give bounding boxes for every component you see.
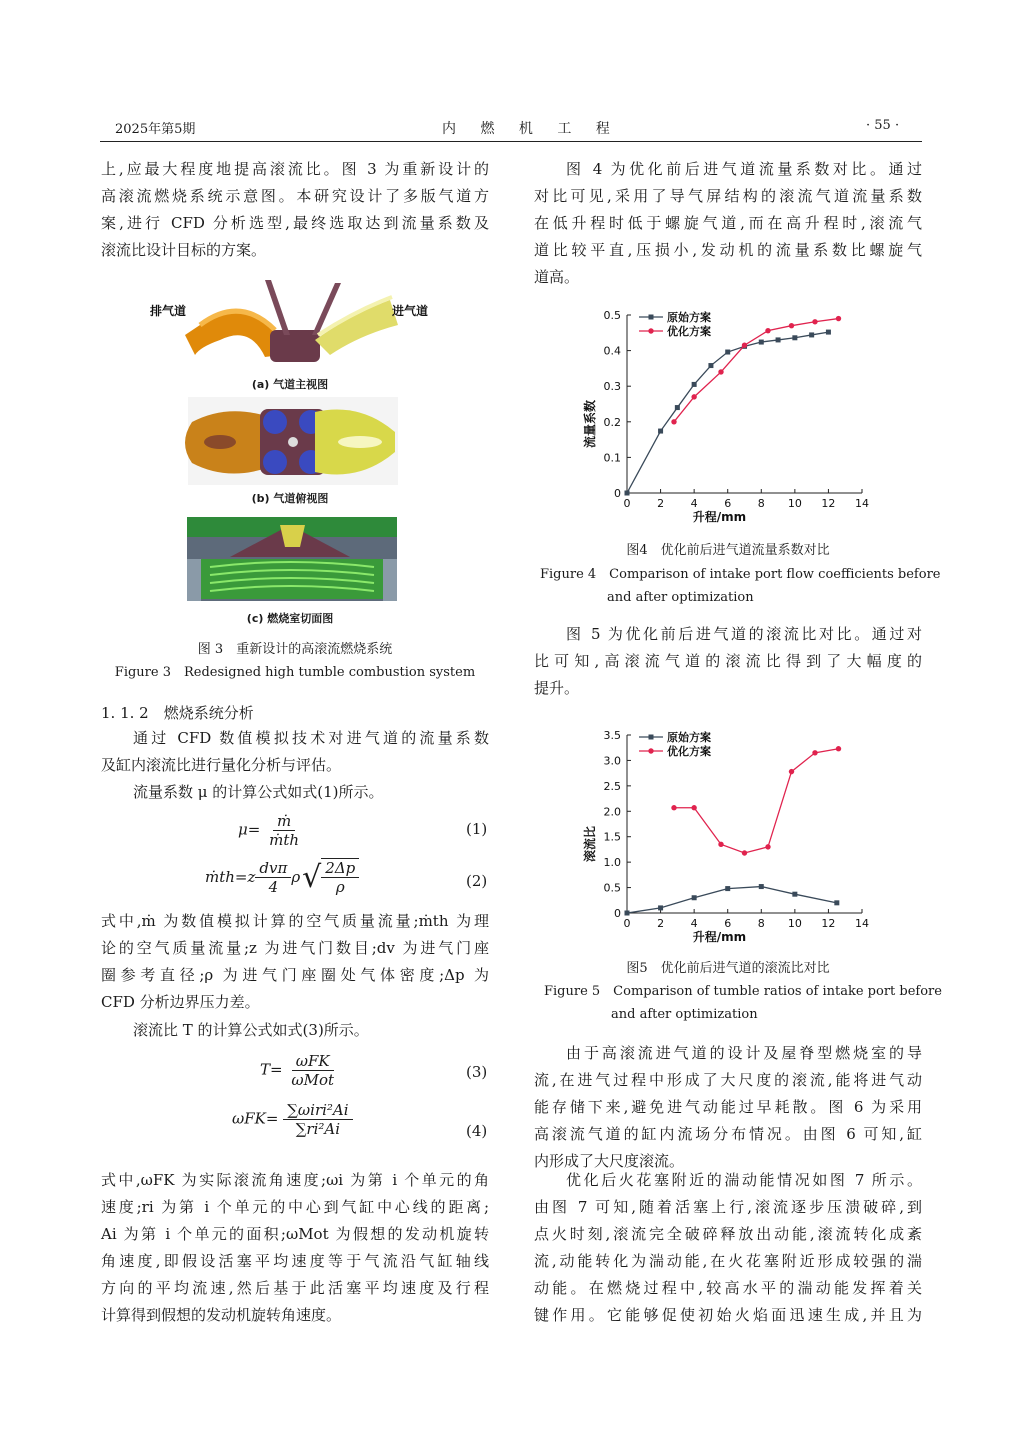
equation-2-denominator: 4	[268, 877, 279, 896]
right-paragraph-2	[534, 621, 922, 702]
x-tick-label: 8	[757, 497, 765, 510]
data-point	[812, 319, 817, 324]
data-point	[826, 330, 831, 335]
data-point	[789, 769, 794, 774]
data-point	[692, 895, 697, 900]
data-point	[792, 335, 797, 340]
figure-3c-caption: (c) 燃烧室切面图	[246, 612, 334, 625]
left-paragraph-5: 滚流比 T 的计算公式如式(3)所示。	[133, 1021, 369, 1039]
data-point	[812, 750, 817, 755]
x-tick-label: 6	[724, 497, 732, 510]
header-journal-name: 内 燃 机 工 程	[442, 121, 620, 137]
text-line: 高滚流燃烧系统示意图。本研究设计了多版气道方	[101, 187, 489, 205]
figure-4-flow-coefficient-chart	[580, 300, 880, 530]
data-point	[625, 491, 630, 496]
text-line: 流,动能转化为湍动能,在火花塞附近形成较强的湍	[534, 1252, 922, 1270]
data-point	[776, 337, 781, 342]
figure-3b-caption: (b) 气道俯视图	[251, 492, 329, 505]
x-tick-label: 6	[724, 917, 732, 930]
data-point	[742, 343, 747, 348]
figure-3a-port-front-view	[140, 275, 440, 375]
x-tick-label: 8	[757, 917, 765, 930]
text-line: 对比可见,采用了导气屏结构的滚流气道流量系数	[534, 187, 922, 205]
text-line: 图 4 为优化前后进气道流量系数对比。通过	[566, 160, 922, 178]
equation-2-radicand-numerator: 2Δp	[321, 859, 359, 878]
equation-2-number: (2)	[466, 872, 488, 890]
legend-label: 优化方案	[667, 325, 711, 338]
data-point	[675, 405, 680, 410]
y-tick-label: 2.5	[603, 779, 621, 793]
x-tick-label: 14	[855, 917, 869, 930]
x-tick-label: 12	[821, 917, 836, 930]
header-page-number: · 55 ·	[866, 118, 900, 133]
equation-4-denominator: ∑ri²Ai	[295, 1120, 341, 1138]
equation-3-lhs: T=	[260, 1060, 283, 1079]
text-line: 上,应最大程度地提高滚流比。图 3 为重新设计的	[101, 160, 489, 178]
equation-2-numerator: dvπ	[255, 859, 291, 878]
data-point	[759, 884, 764, 889]
left-paragraph-1	[101, 156, 489, 264]
text-line: 计算得到假想的发动机旋转角速度。	[101, 1306, 342, 1324]
data-point	[692, 382, 697, 387]
equation-2-rho: ρ	[291, 868, 301, 886]
text-line: 能存储下来,避免进气动能过早耗散。图 6 为采用	[534, 1098, 922, 1116]
legend-marker	[648, 748, 653, 753]
text-line: Figure 5 Comparison of tumble ratios of intake port before	[544, 984, 942, 999]
text-line: 案,进行 CFD 分析选型,最终选取达到流量系数及	[101, 214, 489, 232]
data-point	[759, 340, 764, 345]
equation-3-numerator: ωFK	[292, 1052, 334, 1071]
equation-2-lhs: ṁth=z	[205, 868, 256, 886]
text-line: 道高。	[534, 268, 580, 286]
text-line: 及缸内滚流比进行量化分析与评估。	[101, 756, 342, 774]
text-line: 道比较平直,压损小,发动机的流量系数比螺旋气	[534, 241, 922, 259]
y-tick-label: 0.2	[603, 415, 621, 429]
data-point	[834, 900, 839, 905]
text-line: 式中,ṁ 为数值模拟计算的空气质量流量;ṁth 为理	[101, 912, 489, 930]
equation-4-numerator: ∑ωiri²Ai	[283, 1101, 352, 1120]
x-tick-label: 4	[690, 497, 698, 510]
data-point	[691, 394, 696, 399]
figure-3-caption-en: Figure 3 Redesigned high tumble combustion system	[114, 665, 476, 680]
data-point	[836, 316, 841, 321]
text-line: 圈参考直径;ρ 为进气门座圈处气体密度;Δp 为	[101, 966, 489, 984]
text-line: 内形成了大尺度滚流。	[534, 1152, 685, 1170]
legend-marker	[648, 328, 653, 333]
text-line: 论的空气质量流量;z 为进气门数目;dv 为进气门座	[101, 939, 489, 957]
x-tick-label: 0	[623, 917, 631, 930]
section-heading: 1. 1. 2 燃烧系统分析	[101, 704, 254, 722]
header-journal-issue: 2025年第5期	[115, 122, 196, 137]
equation-1-lhs: μ=	[238, 820, 261, 839]
text-line: 式中,ωFK 为实际滚流角速度;ωi 为第 i 个单元的角	[101, 1171, 489, 1189]
exhaust-port-label: 排气道	[150, 304, 187, 318]
y-tick-label: 3.0	[603, 754, 621, 768]
data-point	[725, 886, 730, 891]
right-paragraph-1	[534, 156, 922, 291]
equation-2-radicand-denominator: ρ	[335, 878, 345, 896]
text-line: 由图 7 可知,随着活塞上行,滚流逐步压溃破碎,到	[534, 1198, 922, 1216]
equation-4-lhs: ωFK=	[232, 1109, 279, 1128]
figure-4-caption-cn: 图4 优化前后进气道流量系数对比	[626, 543, 830, 558]
data-point	[742, 850, 747, 855]
equation-3-number: (3)	[466, 1063, 488, 1081]
data-point	[671, 419, 676, 424]
x-tick-label: 2	[657, 917, 665, 930]
series-line-original	[627, 332, 828, 493]
text-line: 动能。在燃烧过程中,较高水平的湍动能发挥着关	[534, 1279, 922, 1297]
figure-3b-port-top-view	[140, 397, 440, 487]
left-paragraph-3: 流量系数 μ 的计算公式如式(1)所示。	[133, 783, 384, 801]
data-point	[718, 842, 723, 847]
data-point	[708, 363, 713, 368]
header-rule	[100, 141, 922, 142]
figure-3c-combustion-chamber-section	[140, 517, 440, 603]
y-tick-label: 2.0	[603, 805, 621, 819]
data-point	[718, 369, 723, 374]
data-point	[671, 805, 676, 810]
text-line: 比可知,高滚流气道的滚流比得到了大幅度的	[534, 652, 922, 670]
y-tick-label: 0.3	[603, 380, 621, 394]
data-point	[765, 328, 770, 333]
x-tick-label: 2	[657, 497, 665, 510]
y-tick-label: 1.5	[603, 830, 621, 844]
text-line: and after optimization	[607, 590, 754, 605]
x-tick-label: 10	[787, 497, 802, 510]
data-point	[789, 323, 794, 328]
text-line: 角速度,即假设活塞平均速度等于气流沿气缸轴线	[101, 1252, 489, 1270]
data-point	[691, 805, 696, 810]
equation-1	[238, 812, 303, 849]
text-line: 键作用。它能够促使初始火焰面迅速生成,并且为	[534, 1306, 922, 1324]
y-axis-label: 流量系数	[583, 399, 597, 449]
data-point	[792, 892, 797, 897]
equation-1-numerator: ṁ	[273, 812, 295, 831]
figure-3a-caption: (a) 气道主视图	[251, 378, 329, 391]
left-paragraph-4	[101, 908, 489, 1016]
text-line: CFD 分析边界压力差。	[101, 993, 260, 1011]
equation-3	[260, 1052, 338, 1089]
text-line: 滚流比设计目标的方案。	[101, 241, 267, 259]
text-line: 图 5 为优化前后进气道的滚流比对比。通过对	[566, 625, 922, 643]
figure-4-caption-en	[540, 563, 940, 609]
right-paragraph-4	[534, 1167, 922, 1329]
x-tick-label: 4	[690, 917, 698, 930]
equation-1-denominator: ṁth	[269, 831, 300, 849]
x-axis-label: 升程/mm	[692, 510, 747, 524]
text-line: 速度;ri 为第 i 个单元的中心到气缸中心线的距离;	[101, 1198, 489, 1216]
figure-3	[140, 275, 440, 635]
y-tick-label: 0.1	[603, 451, 621, 465]
x-tick-label: 10	[787, 917, 802, 930]
left-paragraph-6	[101, 1167, 489, 1329]
right-paragraph-3	[534, 1040, 922, 1175]
equation-2: ṁth=z $\frac{\text{dvπ}}{4}$ ρ √ $\frac{2\Delta p}{\rho}$	[205, 858, 359, 896]
data-point	[765, 844, 770, 849]
legend-label: 原始方案	[667, 311, 711, 324]
x-tick-label: 12	[821, 497, 836, 510]
text-line: and after optimization	[611, 1007, 758, 1022]
equation-4	[232, 1101, 353, 1138]
data-point	[836, 746, 841, 751]
text-line: 高滚流气道的缸内流场分布情况。由图 6 可知,缸	[534, 1125, 922, 1143]
data-point	[658, 429, 663, 434]
y-tick-label: 0	[614, 487, 621, 500]
text-line: 方向的平均流速,然后基于此活塞平均速度及行程	[101, 1279, 489, 1297]
text-line: 优化后火花塞附近的湍动能情况如图 7 所示。	[566, 1171, 922, 1189]
text-line: 通过 CFD 数值模拟技术对进气道的流量系数	[133, 729, 489, 747]
equation-1-number: (1)	[466, 820, 488, 838]
data-point	[725, 350, 730, 355]
text-line: 由于高滚流进气道的设计及屋脊型燃烧室的导	[566, 1044, 922, 1062]
legend-marker	[649, 735, 654, 740]
legend-marker	[649, 315, 654, 320]
text-line: 在低升程时低于螺旋气道,而在高升程时,滚流气	[534, 214, 922, 232]
figure-5-caption-en	[544, 980, 942, 1026]
figure-3-caption-cn: 图 3 重新设计的高滚流燃烧系统	[197, 642, 393, 657]
data-point	[625, 911, 630, 916]
y-tick-label: 0	[614, 907, 621, 920]
text-line: 提升。	[534, 679, 580, 697]
x-tick-label: 14	[855, 497, 869, 510]
y-tick-label: 0.4	[603, 344, 621, 358]
y-tick-label: 0.5	[603, 881, 621, 895]
intake-port-label: 进气道	[392, 304, 429, 318]
data-point	[658, 905, 663, 910]
y-tick-label: 0.5	[603, 309, 621, 322]
text-line: Figure 4 Comparison of intake port flow coefficients before	[540, 567, 941, 582]
x-axis-label: 升程/mm	[692, 930, 747, 944]
y-axis-label: 滚流比	[583, 825, 597, 863]
data-point	[809, 332, 814, 337]
text-line: Ai 为第 i 个单元的面积;ωMot 为假想的发动机旋转	[101, 1225, 489, 1243]
legend-label: 原始方案	[667, 731, 711, 744]
x-tick-label: 0	[623, 497, 631, 510]
text-line: 流,在进气过程中形成了大尺度的滚流,能将进气动	[534, 1071, 922, 1089]
y-tick-label: 1.0	[603, 856, 621, 870]
text-line: 点火时刻,滚流完全破碎释放出动能,滚流转化成紊	[534, 1225, 922, 1243]
legend-label: 优化方案	[667, 745, 711, 758]
left-paragraph-2	[101, 725, 489, 779]
series-line-optimized	[674, 749, 839, 853]
y-tick-label: 3.5	[603, 729, 621, 742]
equation-3-denominator: ωMot	[291, 1071, 335, 1089]
equation-4-number: (4)	[466, 1122, 488, 1140]
figure-5-caption-cn: 图5 优化前后进气道的滚流比对比	[626, 961, 830, 976]
figure-5-tumble-ratio-chart	[580, 720, 880, 950]
